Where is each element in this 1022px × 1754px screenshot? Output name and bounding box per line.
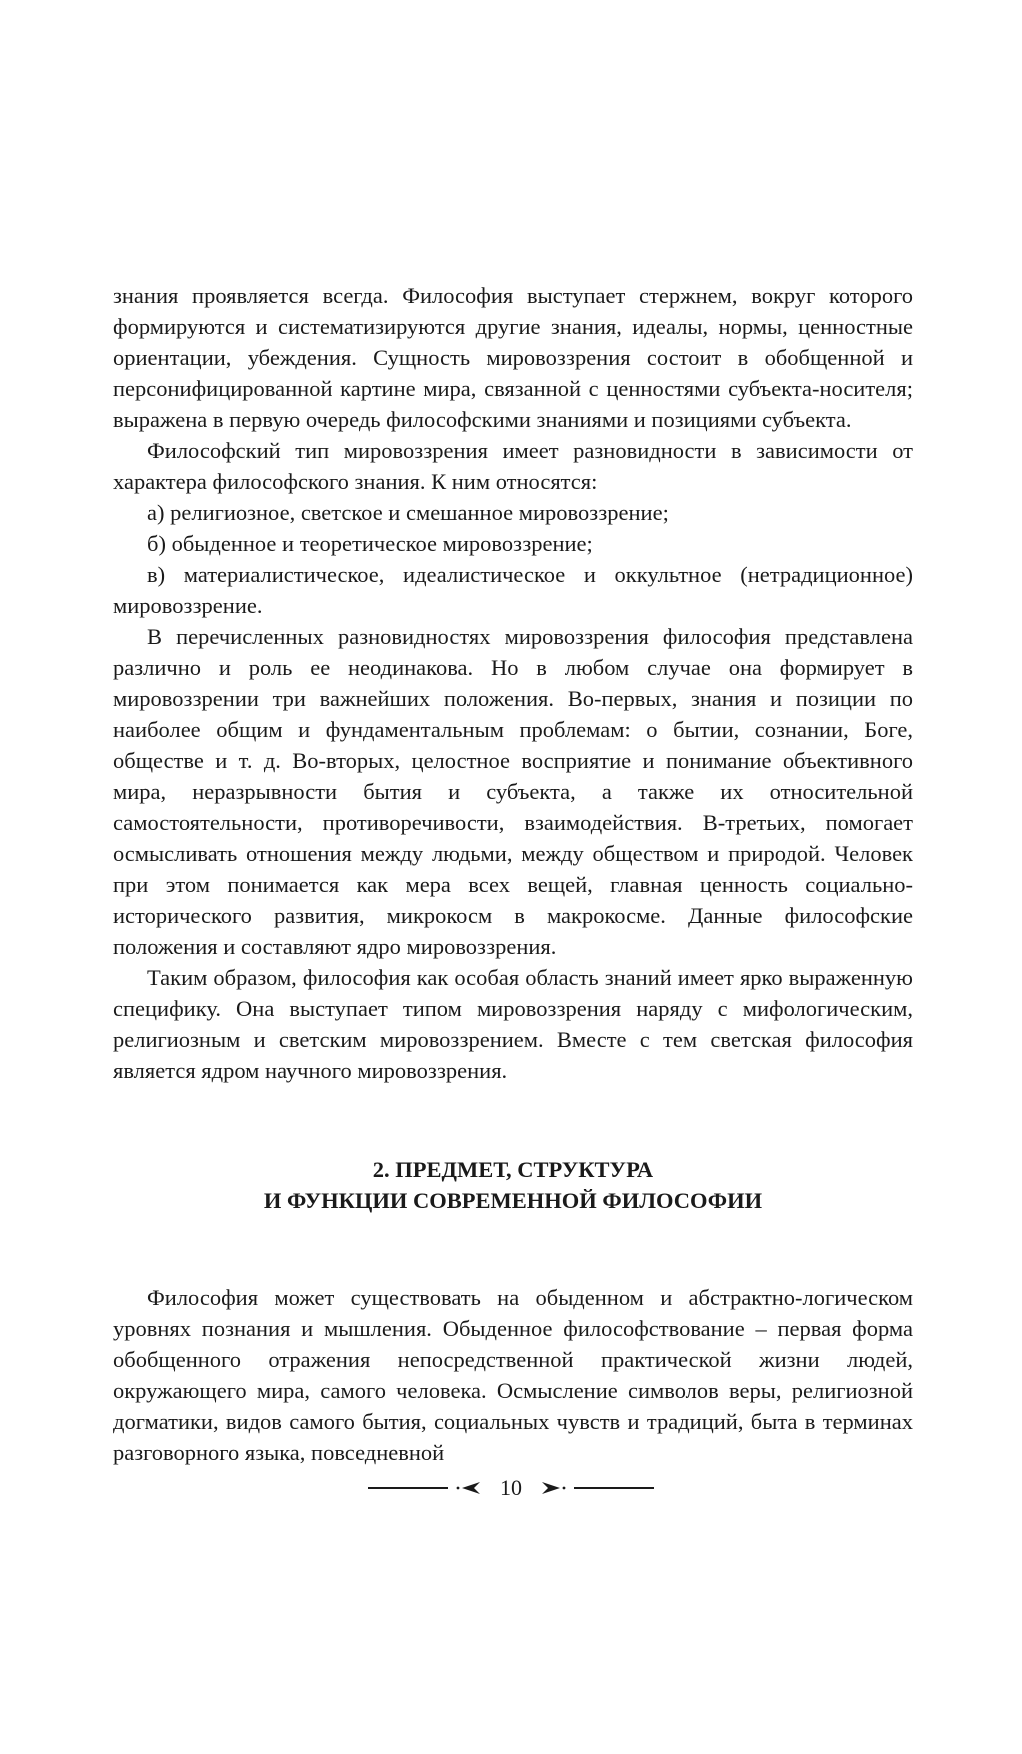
list-item: в) материалистическое, идеалистическое и оккультное (нетрадиционное) мировоззрение.	[113, 562, 913, 618]
arrow-left-icon	[456, 1481, 482, 1495]
text-block-top	[113, 280, 913, 1086]
text-block-bottom	[113, 1282, 913, 1468]
section-heading	[113, 1154, 913, 1216]
paragraph: Философский тип мировоззрения имеет разновидности в зависимости от характера философского знания. К ним относятся:	[113, 438, 913, 494]
arrow-right-icon	[540, 1481, 566, 1495]
list-item: а) религиозное, светское и смешанное мировоззрение;	[147, 500, 669, 525]
paragraph: Философия может существовать на обыденном и абстрактно-логическом уровнях познания и мышления. Обыденное философствование – первая форма обобщенного отражения непосредственной практической жизни людей, окружающего мира, самого человека. Осмысление символов веры, религиозной догматики, видов самого бытия, социальных чувств и традиций, быта в терминах разговорного языка, повседневной	[113, 1285, 913, 1465]
paragraph: знания проявляется всегда. Философия выступает стержнем, вокруг которого формируются и систематизируются другие знания, идеалы, нормы, ценностные ориентации, убеждения. Сущность мировоззрения состоит в обобщенной и персонифицированной картине мира, связанной с ценностями субъекта-носителя; выражена в первую очередь философскими знаниями и позициями субъекта.	[113, 283, 913, 432]
page-number: 10	[500, 1475, 522, 1500]
section-heading-line: И ФУНКЦИИ СОВРЕМЕННОЙ ФИЛОСОФИИ	[263, 1188, 763, 1213]
section-heading-line: 2. ПРЕДМЕТ, СТРУКТУРА	[372, 1157, 654, 1182]
footer-rule-right	[574, 1487, 654, 1489]
footer-rule-left	[368, 1487, 448, 1489]
page-footer	[0, 1472, 1022, 1504]
page-body	[113, 280, 913, 1468]
paragraph: Таким образом, философия как особая область знаний имеет ярко выраженную специфику. Она выступает типом мировоззрения наряду с мифологическим, религиозным и светским мировоззрением. Вместе с тем светская философия является ядром научного мировоззрения.	[113, 965, 913, 1083]
list-item: б) обыденное и теоретическое мировоззрение;	[147, 531, 593, 556]
paragraph: В перечисленных разновидностях мировоззрения философия представлена различно и роль ее неодинакова. Но в любом случае она формирует в мировоззрении три важнейших положения. Во-первых, знания и позиции по наиболее общим и фундаментальным проблемам: о бытии, сознании, Боге, обществе и т. д. Во-вторых, целостное восприятие и понимание объективного мира, неразрывности бытия и субъекта, а также их относительной самостоятельности, противоречивости, взаимодействия. В-третьих, помогает осмысливать отношения между людьми, между обществом и природой. Человек при этом понимается как мера всех вещей, главная ценность социально-исторического развития, микрокосм в макрокосме. Данные философские положения и составляют ядро мировоззрения.	[113, 624, 913, 959]
